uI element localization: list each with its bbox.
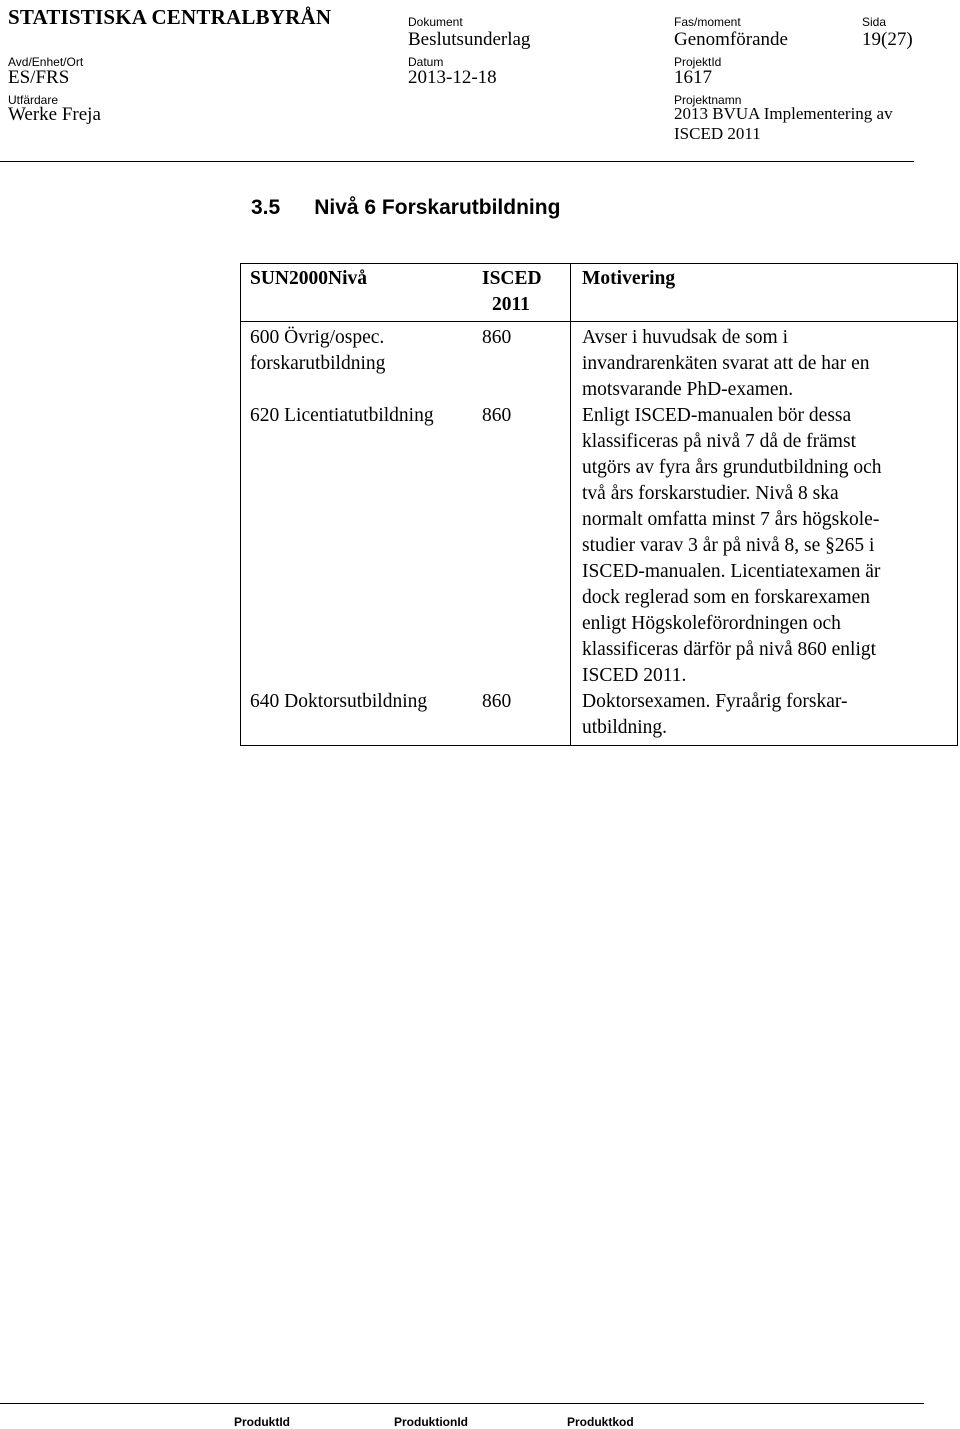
isced-code-cell: 860 bbox=[473, 322, 571, 404]
fas-moment-value: Genomförande bbox=[674, 29, 788, 50]
sun-level-line1: 600 Övrig/ospec. bbox=[250, 327, 385, 348]
datum-value: 2013-12-18 bbox=[408, 67, 497, 88]
utfardare-value: Werke Freja bbox=[8, 104, 101, 125]
projektnamn-value-line2: ISCED 2011 bbox=[674, 124, 761, 143]
table-row bbox=[241, 689, 958, 746]
projektnamn-value-line1: 2013 BVUA Implementering av bbox=[674, 104, 893, 123]
fas-moment-label: Fas/moment bbox=[674, 15, 741, 29]
organization-name: STATISTISKA CENTRALBYRÅN bbox=[8, 5, 332, 29]
avd-enhet-ort-label: Avd/Enhet/Ort bbox=[8, 55, 84, 69]
classification-table bbox=[240, 263, 958, 746]
footer-produktionid: ProduktionId bbox=[394, 1415, 468, 1429]
utfardare-label: Utfärdare bbox=[8, 93, 59, 107]
footer-divider bbox=[0, 1403, 924, 1404]
datum-label: Datum bbox=[408, 55, 444, 69]
footer-produktkod: Produktkod bbox=[567, 1415, 634, 1429]
header-isced-line1: ISCED bbox=[482, 268, 542, 289]
header-motivering: Motivering bbox=[571, 264, 958, 322]
sida-value: 19(27) bbox=[862, 29, 913, 50]
isced-code-cell: 860 bbox=[473, 403, 571, 689]
projektnamn-label: Projektnamn bbox=[674, 93, 742, 107]
dokument-label: Dokument bbox=[408, 15, 463, 29]
projektid-label: ProjektId bbox=[674, 55, 722, 69]
header-isced-2011 bbox=[473, 264, 571, 322]
table-row bbox=[241, 322, 958, 404]
isced-code-cell: 860 bbox=[473, 689, 571, 746]
header-sun2000-niva: SUN2000Nivå bbox=[241, 264, 474, 322]
header-divider bbox=[0, 161, 914, 162]
projektid-value: 1617 bbox=[674, 67, 712, 88]
footer-produktid: ProduktId bbox=[234, 1415, 290, 1429]
sun-level-cell bbox=[241, 403, 474, 689]
sida-label: Sida bbox=[862, 15, 887, 29]
sun-level-cell bbox=[241, 689, 474, 746]
motivering-cell: Enligt ISCED-manualen bör dessa klassificeras på nivå 7 då de främst utgörs av fyra års grundutbildning och två års forskarstudier. Nivå 8 ska normalt omfatta minst 7 års högskole- studier varav 3 år på nivå 8, se §265 i ISCED-manualen. Licentiatexamen är dock reglerad som en forskarexamen enligt Högskoleförordningen och klassificeras därför på nivå 860 enligt ISCED 2011. bbox=[582, 405, 882, 686]
avd-enhet-ort-value: ES/FRS bbox=[8, 67, 70, 88]
sun-level-line1: 640 Doktorsutbildning bbox=[250, 691, 428, 712]
header-isced-line2: 2011 bbox=[492, 294, 530, 315]
section-title: Nivå 6 Forskarutbildning bbox=[314, 196, 561, 219]
motivering-cell: Avser i huvudsak de som i invandrarenkäten svarat att de har en motsvarande PhD-examen. bbox=[582, 327, 870, 400]
sun-level-line1: 620 Licentiatutbildning bbox=[250, 405, 434, 426]
sun-level-line2: forskarutbildning bbox=[250, 353, 386, 374]
section-number: 3.5 bbox=[251, 196, 281, 219]
table-row bbox=[241, 403, 958, 689]
sun-level-cell bbox=[241, 322, 474, 404]
motivering-cell: Doktorsexamen. Fyraårig forskar- utbildning. bbox=[582, 691, 848, 738]
dokument-value: Beslutsunderlag bbox=[408, 29, 531, 50]
section-heading bbox=[251, 196, 560, 220]
table-header-row bbox=[241, 264, 958, 322]
